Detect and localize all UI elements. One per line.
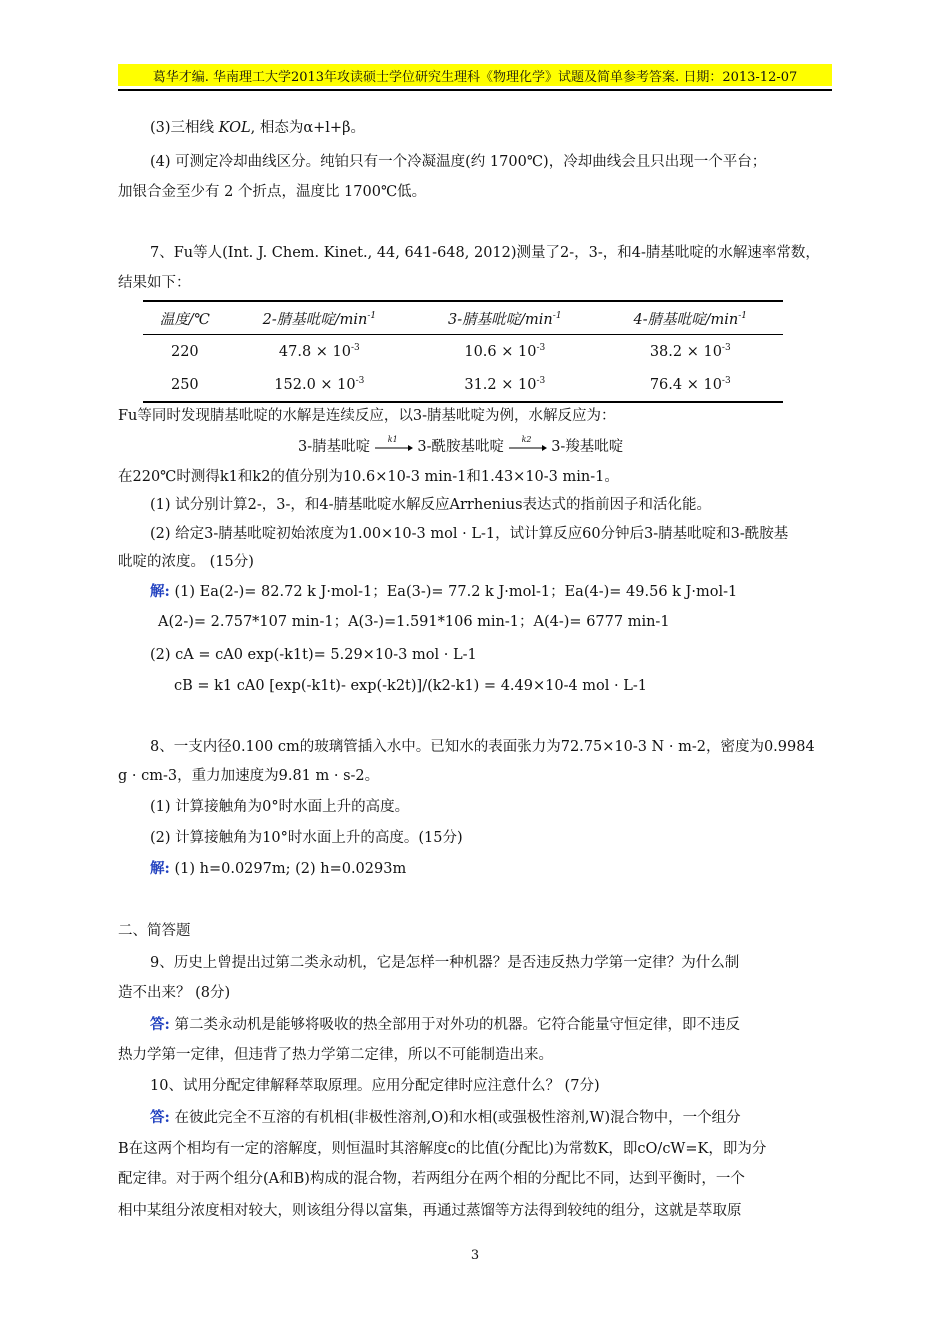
table-cell: $152.0 \times 10^{-3}$: [227, 368, 412, 402]
arrow-k1-icon: k1: [375, 440, 413, 454]
table-cell: $47.8 \times 10^{-3}$: [278, 342, 360, 360]
q9-answer-line1: [150, 1016, 740, 1034]
table-row: [143, 368, 783, 402]
table-header-row: [143, 301, 783, 335]
solution-label: 解:: [150, 583, 170, 600]
q7-solution-ca: (2) cA = cA0 exp(-k1t)= 5.29×10-3 mol · L-1: [150, 647, 477, 663]
page-header: 葛华才编. 华南理工大学2013年攻读硕士学位研究生理科《物理化学》试题及简单参考答案. 日期：2013-12-07: [152, 70, 798, 85]
q7-solution-ea: [150, 583, 737, 601]
table-header-cell: 3-腈基吡啶$/\min^{-1}$: [412, 301, 597, 335]
q7-sub2-line2: 吡啶的浓度。 (15分): [118, 554, 254, 570]
header-rule: [118, 89, 832, 91]
table-cell: 250: [143, 368, 227, 402]
q8-solution-values: (1) h=0.0297m; (2) h=0.0293m: [174, 861, 407, 877]
page-number: 3: [470, 1248, 480, 1263]
q10-line1: 10、试用分配定律解释萃取原理。应用分配定律时应注意什么？ (7分): [150, 1078, 600, 1094]
q7-solution-a: A(2-)= 2.757*107 min-1；A(3-)=1.591*106 min-1；A(4-)= 6777 min-1: [158, 614, 670, 630]
q9-answer-line2: 热力学第一定律，但违背了热力学第二定律，所以不可能制造出来。: [118, 1047, 553, 1063]
q7-solution-cb: cB = k1 cA0 [exp(-k1t)- exp(-k2t)]/(k2-k1) = 4.49×10-4 mol · L-1: [174, 678, 648, 694]
q7-intro-line2: 结果如下：: [118, 275, 191, 291]
q10-answer-line4: 相中某组分浓度相对较大，则该组分得以富集，再通过蒸馏等方法得到较纯的组分，这就是萃取原: [118, 1203, 742, 1219]
q10-answer-line2: B在这两个相均有一定的溶解度，则恒温时其溶解度c的比值(分配比)为常数K，即cO/cW=K，即为分: [118, 1141, 767, 1157]
q8-solution: [150, 860, 406, 878]
table-cell: $10.6 \times 10^{-3}$: [464, 342, 546, 360]
q7-measured: 在220℃时测得k1和k2的值分别为10.6×10-3 min-1和1.43×10-3 min-1。: [118, 469, 619, 485]
q10-answer-line3: 配定律。对于两个组分(A和B)构成的混合物，若两组分在两个相的分配比不同，达到平衡时，一个: [118, 1171, 745, 1187]
q7-sub2-line1: (2) 给定3-腈基吡啶初始浓度为1.00×10-3 mol · L-1，试计算反应60分钟后3-腈基吡啶和3-酰胺基: [150, 526, 789, 542]
q8-line2: g · cm-3，重力加速度为9.81 m · s-2。: [118, 768, 380, 784]
q7-sub1: (1) 试分别计算2-，3-，和4-腈基吡啶水解反应Arrhenius表达式的指前因子和活化能。: [150, 497, 712, 513]
q9-line2: 造不出来？ (8分): [118, 985, 231, 1001]
q7-after-table: Fu等同时发现腈基吡啶的水解是连续反应，以3-腈基吡啶为例，水解反应为：: [118, 408, 616, 424]
arrow-k2-icon: k2: [509, 440, 547, 454]
q10-answer-line1: [150, 1109, 741, 1127]
q6-answer-3-c: , 相态为α+l+β。: [250, 120, 365, 136]
solution-label: 解:: [150, 860, 170, 877]
answer-label: 答:: [150, 1016, 170, 1033]
reaction-scheme: [298, 435, 624, 456]
reaction-product: 3-羧基吡啶: [551, 439, 624, 455]
table-header-cell: 2-腈基吡啶$/\min^{-1}$: [227, 301, 412, 335]
q6-answer-4-line2: 加银合金至少有 2 个折点，温度比 1700℃低。: [118, 184, 427, 200]
q7-intro-line1: 7、Fu等人(Int. J. Chem. Kinet., 44, 641-648, 2012)测量了2-，3-，和4-腈基吡啶的水解速率常数，: [150, 245, 820, 261]
q7-ea-values: (1) Ea(2-)= 82.72 k J·mol-1；Ea(3-)= 77.2 k J·mol-1；Ea(4-)= 49.56 k J·mol-1: [174, 584, 738, 600]
q9-line1: 9、历史上曾提出过第二类永动机，它是怎样一种机器？是否违反热力学第一定律？为什么制: [150, 955, 740, 971]
rate-constant-table: [143, 300, 783, 403]
q8-sub1: (1) 计算接触角为0°时水面上升的高度。: [150, 799, 410, 815]
table-cell: 220: [170, 343, 199, 360]
table-cell: $76.4 \times 10^{-3}$: [598, 368, 783, 402]
q8-line1: 8、一支内径0.100 cm的玻璃管插入水中。已知水的表面张力为72.75×10-3 N · m-2，密度为0.9984: [150, 739, 815, 755]
q8-sub2: (2) 计算接触角为10°时水面上升的高度。(15分): [150, 830, 463, 846]
reaction-reactant: 3-腈基吡啶: [298, 439, 371, 455]
table-header-cell: 温度/℃: [143, 301, 227, 335]
table-cell: $31.2 \times 10^{-3}$: [412, 368, 597, 402]
table-header-cell: 4-腈基吡啶$/\min^{-1}$: [598, 301, 783, 335]
table-cell: $38.2 \times 10^{-3}$: [649, 342, 731, 360]
q10-answer-text: 在彼此完全不互溶的有机相(非极性溶剂,O)和水相(或强极性溶剂,W)混合物中，一个组分: [169, 1110, 741, 1126]
q6-answer-3: [150, 119, 365, 137]
section-title: 二、简答题: [118, 923, 191, 939]
answer-label: 答:: [150, 1109, 170, 1126]
reaction-intermediate: 3-酰胺基吡啶: [417, 439, 504, 455]
q6-answer-4-line1: (4) 可测定冷却曲线区分。纯铂只有一个冷凝温度(约 1700℃)，冷却曲线会且只出现一个平台；: [150, 154, 767, 170]
q9-answer-text: 第二类永动机是能够将吸收的热全部用于对外功的机器。它符合能量守恒定律，即不违反: [169, 1017, 740, 1033]
q6-answer-3-a: (3)三相线: [150, 120, 219, 136]
q6-answer-3-b: KOL: [218, 120, 251, 136]
table-row: [143, 335, 783, 369]
